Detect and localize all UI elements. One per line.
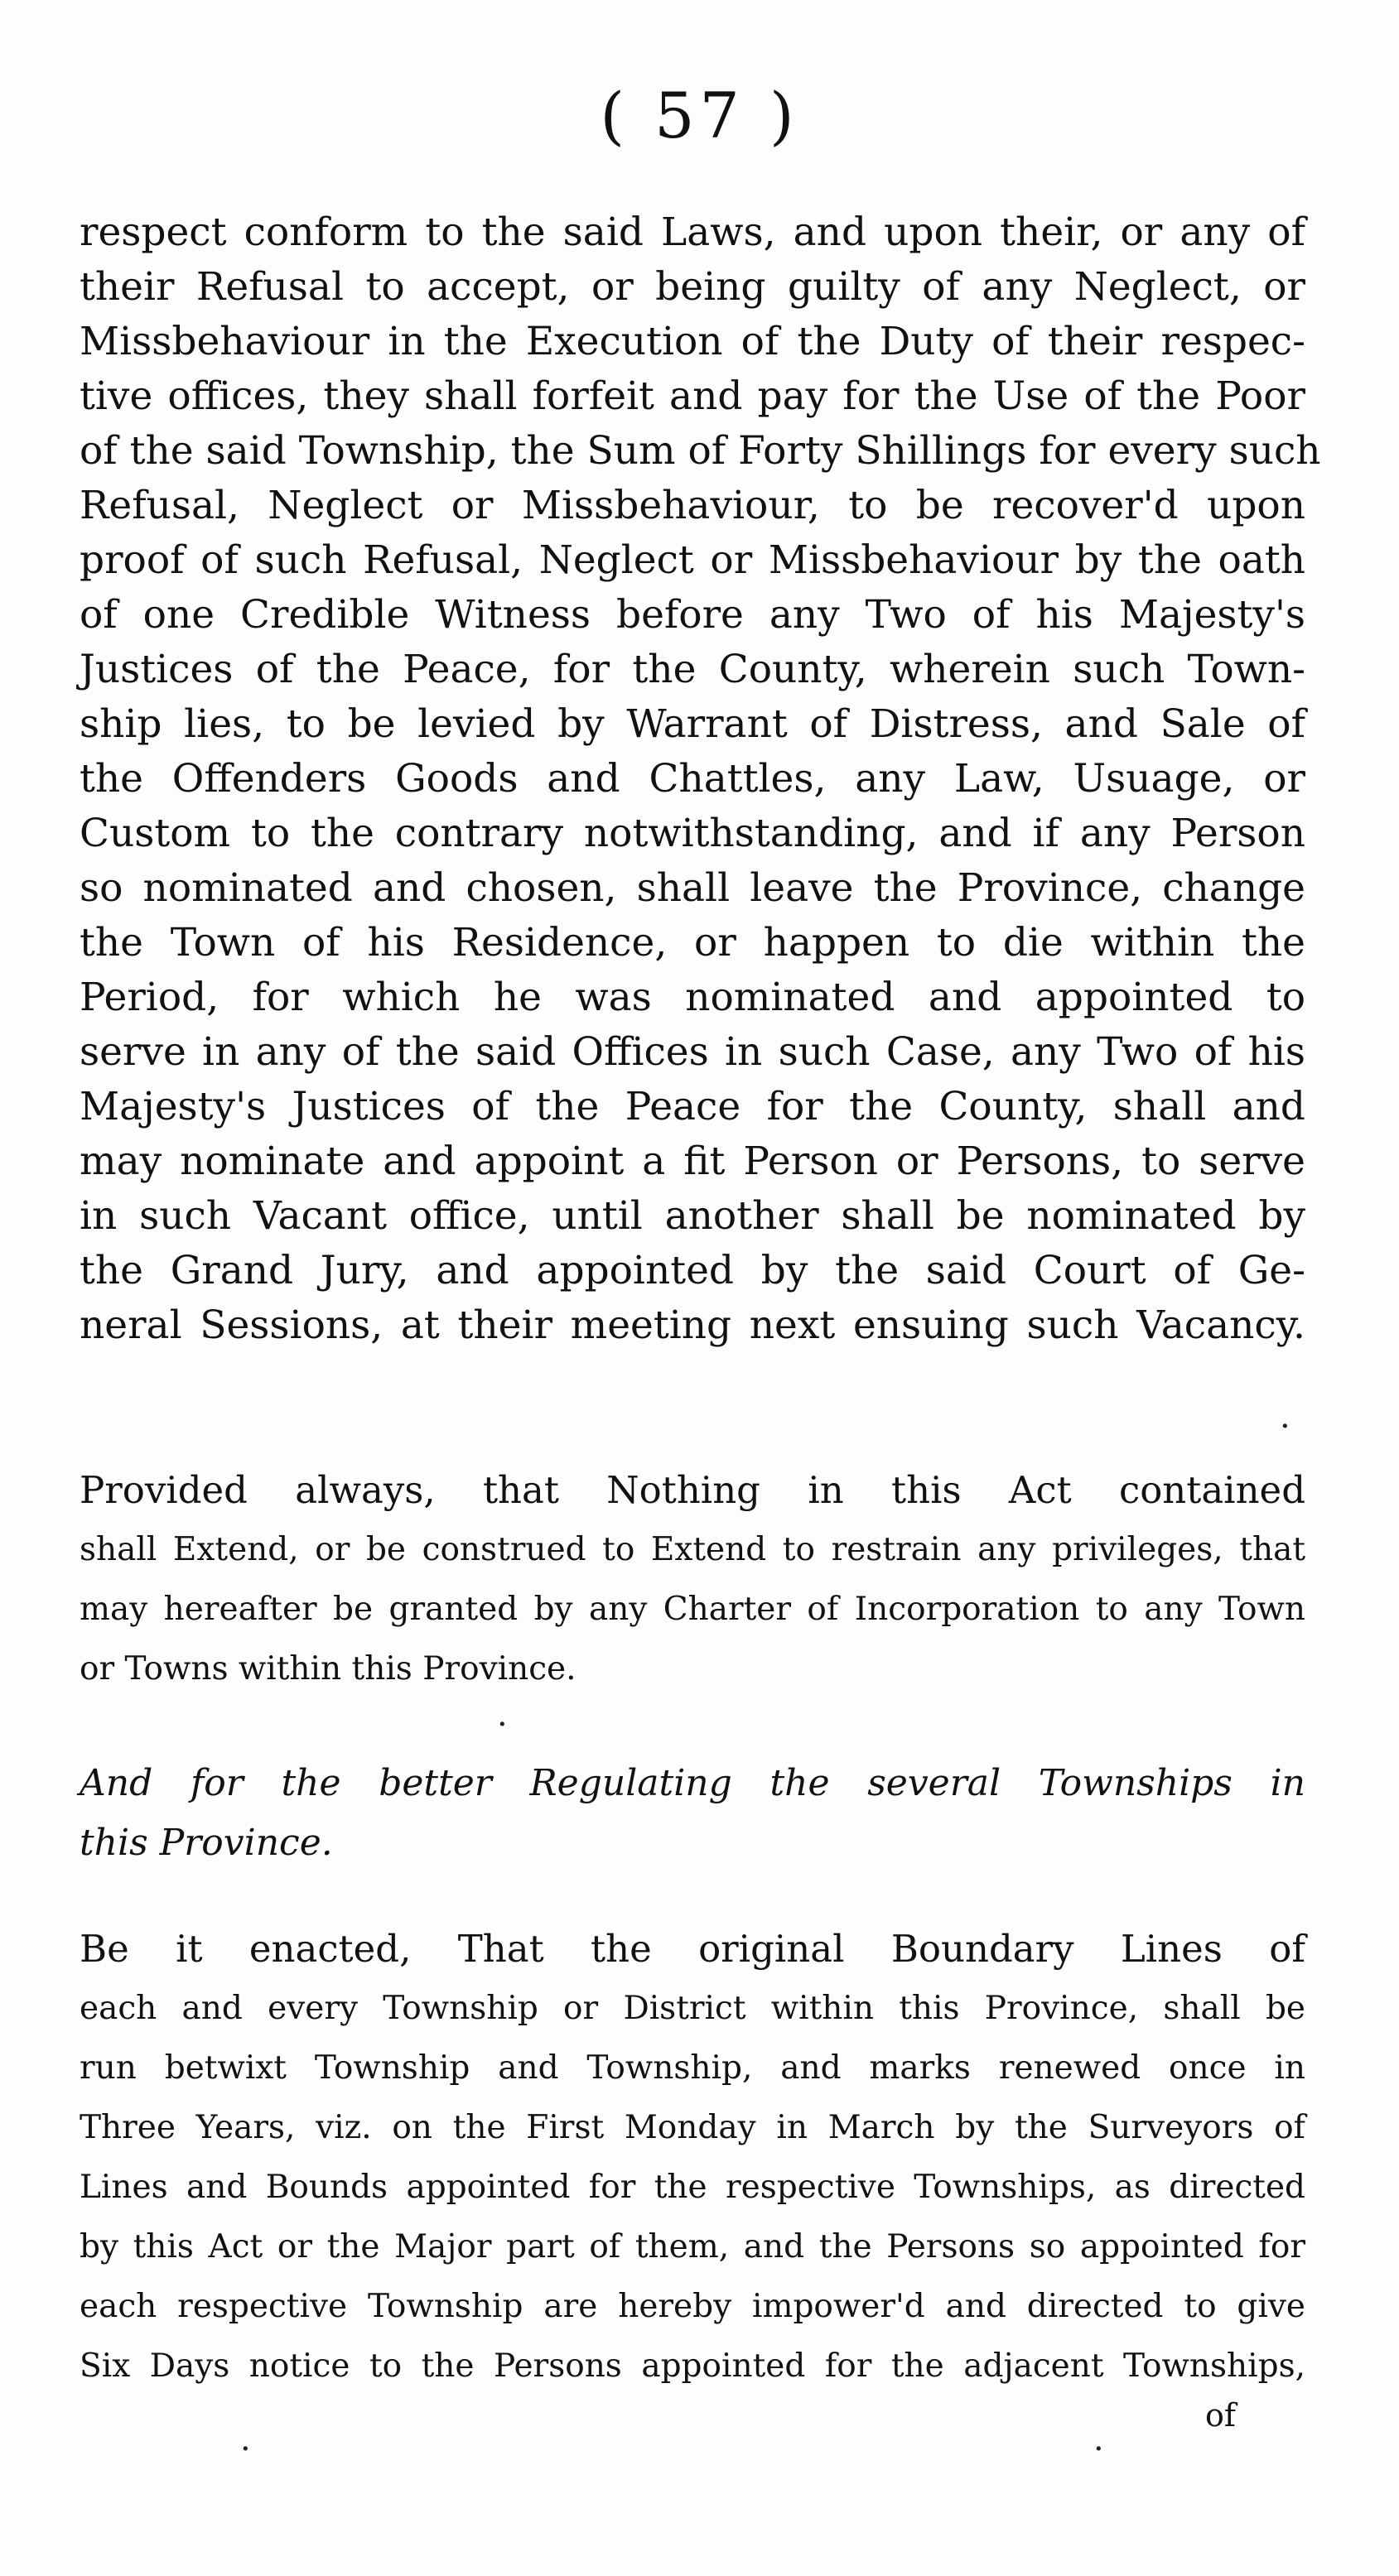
page-number: ( 57 )	[600, 79, 799, 152]
text-line: tive offices, they shall forfeit and pay for the Use of the Poor	[80, 373, 1305, 419]
text-line: Period, for which he was nominated and appointed to	[80, 975, 1305, 1020]
text-line: of the said Township, the Sum of Forty Shillings for every such	[80, 428, 1321, 474]
text-line: run betwixt Township and Township, and marks renewed once in	[80, 2049, 1305, 2087]
text-line: the Town of his Residence, or happen to die within the	[80, 920, 1305, 965]
stray-mark-icon: ·	[1280, 1408, 1290, 1446]
text-line: ship lies, to be levied by Warrant of Distress, and Sale of	[80, 701, 1305, 747]
text-line: or Towns within this Province.	[80, 1650, 576, 1688]
text-line: their Refusal to accept, or being guilty of any Neglect, or	[80, 264, 1305, 310]
text-line: may hereafter be granted by any Charter of Incorporation to any Town	[80, 1591, 1305, 1628]
text-line: in such Vacant office, until another shall be nominated by	[80, 1193, 1305, 1239]
text-line: by this Act or the Major part of them, and the Persons so appointed for	[80, 2228, 1305, 2265]
text-line: neral Sessions, at their meeting next ensuing such Vacancy.	[80, 1302, 1305, 1348]
text-line: so nominated and chosen, shall leave the Province, change	[80, 865, 1305, 911]
text-line: each respective Township are hereby impower'd and directed to give	[80, 2288, 1305, 2325]
text-line: may nominate and appoint a fit Person or Persons, to serve	[80, 1139, 1305, 1184]
stray-mark-icon: ·	[240, 2430, 251, 2468]
section-heading	[80, 1754, 1305, 1873]
text-line: Majesty's Justices of the Peace for the County, shall and	[80, 1084, 1305, 1129]
text-line: Three Years, viz. on the First Monday in March by the Surveyors of	[80, 2109, 1305, 2146]
text-line: Justices of the Peace, for the County, wherein such Town-	[80, 647, 1305, 692]
paragraph-proviso	[80, 1461, 1305, 1699]
text-line: the Offenders Goods and Chattles, any Law, Usuage, or	[80, 756, 1305, 802]
paragraph-boundary-lines	[80, 1919, 1305, 2396]
paragraph-penalties	[80, 205, 1321, 1353]
stray-mark-icon: ·	[497, 1706, 508, 1744]
text-line: shall Extend, or be construed to Extend to restrain any privileges, that	[80, 1531, 1305, 1568]
text-line: Six Days notice to the Persons appointed for the adjacent Townships,	[80, 2347, 1305, 2385]
text-line: each and every Township or District within this Province, shall be	[80, 1990, 1305, 2027]
text-line: Missbehaviour in the Execution of the Duty of their respec-	[80, 319, 1305, 364]
text-line: the Grand Jury, and appointed by the said Court of Ge-	[80, 1248, 1305, 1293]
text-line: Refusal, Neglect or Missbehaviour, to be recover'd upon	[80, 483, 1305, 528]
text-line: proof of such Refusal, Neglect or Missbehaviour by the oath	[80, 537, 1305, 583]
text-line: of one Credible Witness before any Two of his Majesty's	[80, 592, 1305, 638]
stray-mark-icon: ·	[1093, 2430, 1104, 2468]
text-line: Provided always, that Nothing in this Act contained	[80, 1468, 1305, 1512]
text-line: Custom to the contrary notwithstanding, and if any Person	[80, 811, 1305, 856]
text-line: respect conform to the said Laws, and upon their, or any of	[80, 209, 1305, 255]
text-line: serve in any of the said Offices in such Case, any Two of his	[80, 1029, 1305, 1075]
text-line: Be it enacted, That the original Boundary Lines of	[80, 1927, 1305, 1971]
text-line: Lines and Bounds appointed for the respective Townships, as directed	[80, 2169, 1305, 2206]
catchword: of	[1205, 2397, 1236, 2434]
heading-line: And for the better Regulating the several Townships in	[80, 1762, 1305, 1804]
heading-line: this Province.	[80, 1822, 333, 1864]
